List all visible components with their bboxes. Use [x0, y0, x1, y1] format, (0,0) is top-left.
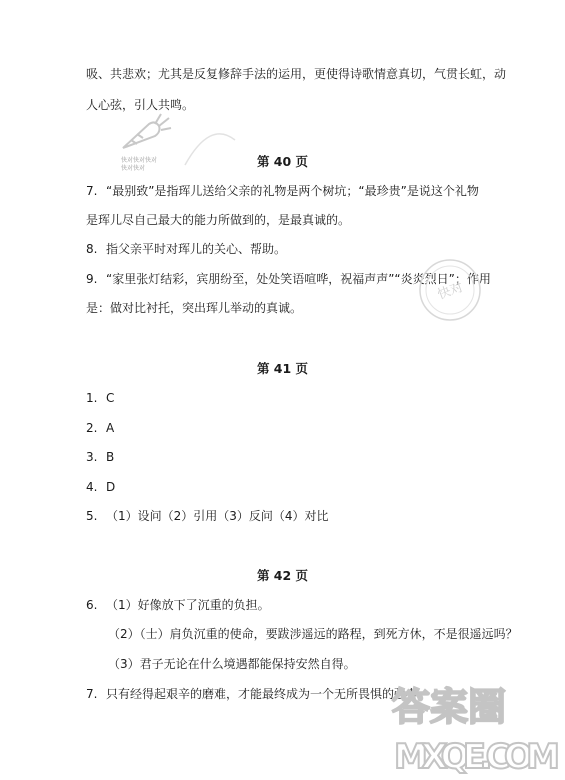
page-heading-42: 第 42 页: [256, 568, 309, 583]
item-text: B: [106, 450, 115, 464]
item-text: （1）好像放下了沉重的负担。: [106, 598, 270, 612]
item-7-line-1: [86, 183, 479, 199]
item-4: [86, 479, 115, 495]
item-7-final: [86, 686, 430, 702]
intro-line-1: 吸、共悲欢；尤其是反复修辞手法的运用，更使得诗歌情意真切，气贯长虹，动: [86, 67, 507, 81]
item-number: 7.: [86, 687, 98, 701]
brand-watermark-url: MXQE.COM: [394, 737, 560, 776]
item-7-line-2: 是珲儿尽自己最大的能力所做到的，是最真诚的。: [86, 213, 351, 227]
page-heading-41: 第 41 页: [256, 361, 309, 376]
intro-line-2: 人心弦，引人共鸣。: [86, 98, 195, 112]
item-number: 2.: [86, 421, 98, 435]
stamp-watermark-text: 快对: [435, 279, 466, 303]
brand-watermark-text: 答案圈: [392, 685, 507, 729]
item-number: 1.: [86, 391, 98, 405]
item-number: 9.: [86, 272, 98, 286]
item-number: 3.: [86, 450, 98, 464]
item-3: [86, 449, 114, 465]
item-text: C: [106, 391, 115, 405]
item-text: 只有经得起艰辛的磨难，才能最终成为一个无所畏惧的强者。: [106, 687, 431, 701]
item-number: 8.: [86, 242, 98, 256]
item-text: 指父亲平时对珲儿的关心、帮助。: [106, 242, 287, 256]
item-5: [86, 508, 329, 524]
item-text: “最别致”是指珲儿送给父亲的礼物是两个树坑；“最珍贵”是说这个礼物: [106, 184, 479, 198]
item-2: [86, 420, 114, 436]
item-number: 6.: [86, 598, 98, 612]
item-6: [86, 597, 270, 613]
item-text: D: [106, 480, 116, 494]
watermark-small-text-1: 快对快对快对: [121, 157, 158, 164]
item-8: [86, 241, 286, 257]
page-heading-40: 第 40 页: [256, 154, 309, 169]
item-6-sub-3: （3）君子无论在什么境遇都能保持安然自得。: [108, 657, 356, 671]
item-1: [86, 390, 114, 406]
watermark-small-text-2: 快对快对: [121, 165, 146, 172]
item-text: “家里张灯结彩，宾朋纷至，处处笑语喧哗，祝福声声”“炎炎烈日”；作用: [106, 272, 491, 286]
item-number: 7.: [86, 184, 98, 198]
item-9-line-2: 是：做对比衬托，突出珲儿举动的真诚。: [86, 301, 303, 315]
item-text: A: [106, 421, 115, 435]
item-6-sub-2: （2）（士）肩负沉重的使命，要跋涉遥远的路程，到死方休，不是很遥远吗？: [108, 627, 518, 641]
item-text: （1）设问（2）引用（3）反问（4）对比: [106, 509, 329, 523]
brand-watermark: [390, 676, 565, 776]
stamp-watermark-icon: [415, 255, 485, 325]
item-number: 4.: [86, 480, 98, 494]
item-number: 5.: [86, 509, 98, 523]
carrot-watermark-icon: [115, 110, 175, 156]
